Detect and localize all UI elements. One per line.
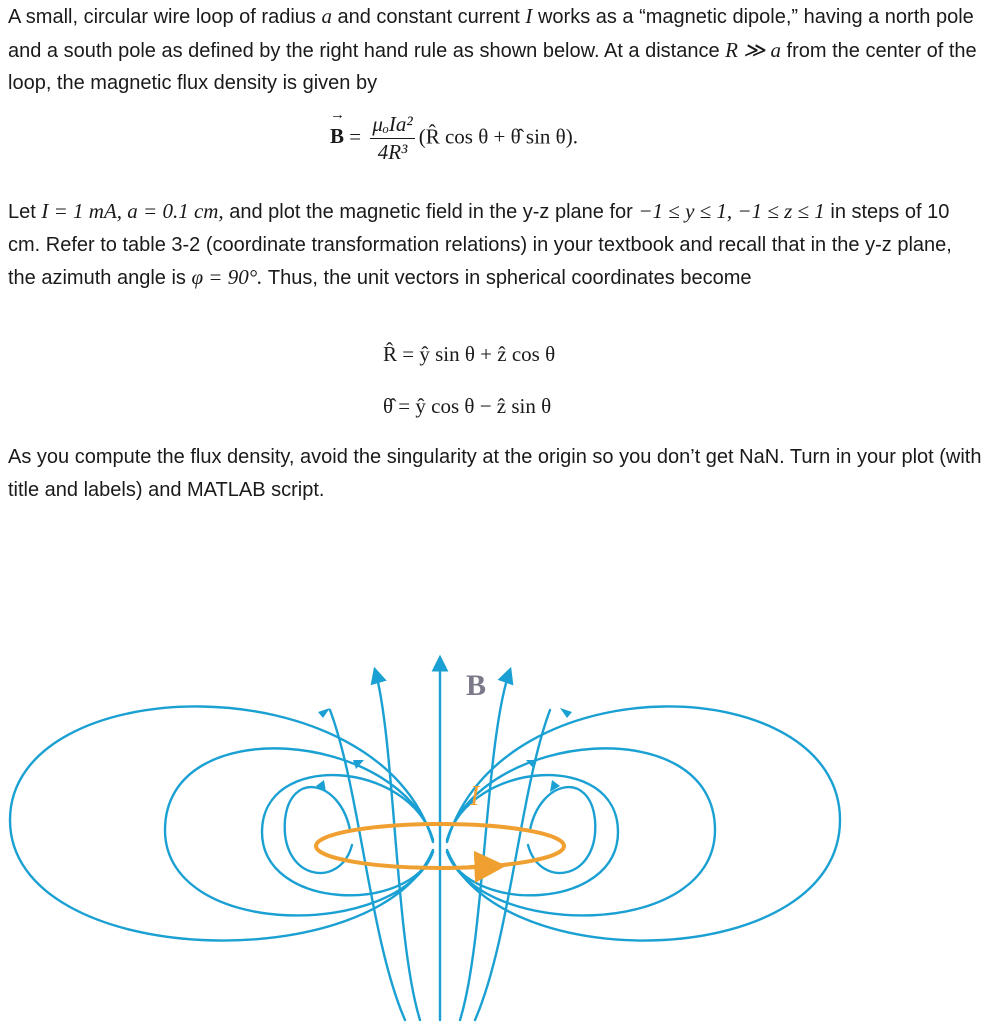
- left-near-axis-field-line: [375, 670, 420, 1020]
- right-middle-arrow: [526, 760, 537, 769]
- field-direction-arrows: [316, 708, 572, 792]
- intro-text-3: works as a “magnetic dipole,” having a north pole and a south pole as defined by the right hand rule as shown below. At a distance: [8, 6, 974, 62]
- current-label: I: [470, 781, 480, 812]
- left-middle-field-line: [165, 748, 433, 915]
- flux-density-equation: [330, 112, 578, 165]
- fraction-denominator: 4R³: [377, 140, 408, 164]
- plot-range: −1 ≤ y ≤ 1, −1 ≤ z ≤ 1: [638, 199, 825, 223]
- intro-text-2: and constant current: [331, 6, 526, 28]
- current-symbol: I: [525, 4, 533, 28]
- theta-hat-equation: θ̂ = ŷ cos θ − ẑ sin θ: [383, 394, 552, 418]
- intro-text-1: A small, circular wire loop of radius: [8, 6, 322, 28]
- problem-text-4: Thus, the unit vectors in spherical coordinates become: [262, 267, 752, 289]
- azimuth-angle: φ = 90°.: [191, 265, 263, 289]
- left-outer-field-line: [10, 706, 433, 940]
- b-vector-symbol: → B: [330, 124, 344, 149]
- radius-symbol: a: [321, 4, 332, 28]
- magnetic-dipole-diagram: [0, 640, 995, 1024]
- intro-text-4: from the center of the loop, the magnetic flux density is given by: [8, 39, 977, 94]
- problem-text-1: Let: [8, 201, 42, 223]
- fraction: [370, 112, 414, 165]
- equation-rhs: (R̂ cos θ + θ̂ sin θ).: [418, 124, 578, 149]
- b-field-label: B: [466, 669, 487, 702]
- instructions-paragraph: As you compute the flux density, avoid the singularity at the origin so you don’t get NaN. Turn in your plot (with title and labels) and MATLAB script.: [8, 446, 982, 501]
- right-outer-arrow: [560, 708, 572, 718]
- intro-paragraph: [8, 0, 983, 100]
- right-near-axis-field-line: [460, 670, 510, 1020]
- problem-paragraph: [8, 195, 983, 295]
- equals-sign: =: [344, 124, 367, 149]
- problem-text-2: and plot the magnetic field in the y-z plane for: [223, 201, 639, 223]
- left-outer-arrow: [318, 708, 330, 718]
- distance-condition: R ≫ a: [725, 37, 781, 62]
- problem-text-3: in steps of 10 cm. Refer to table 3-2 (coordinate transformation relations) in your textbook and recall that in the y-z plane, the azimuth angle is: [8, 201, 952, 289]
- fraction-numerator: μₒIa²: [370, 112, 414, 139]
- r-hat-equation: R̂ = ŷ sin θ + ẑ cos θ: [383, 342, 556, 366]
- given-values: I = 1 mA, a = 0.1 cm,: [41, 199, 224, 223]
- current-direction-arrow: [470, 866, 500, 867]
